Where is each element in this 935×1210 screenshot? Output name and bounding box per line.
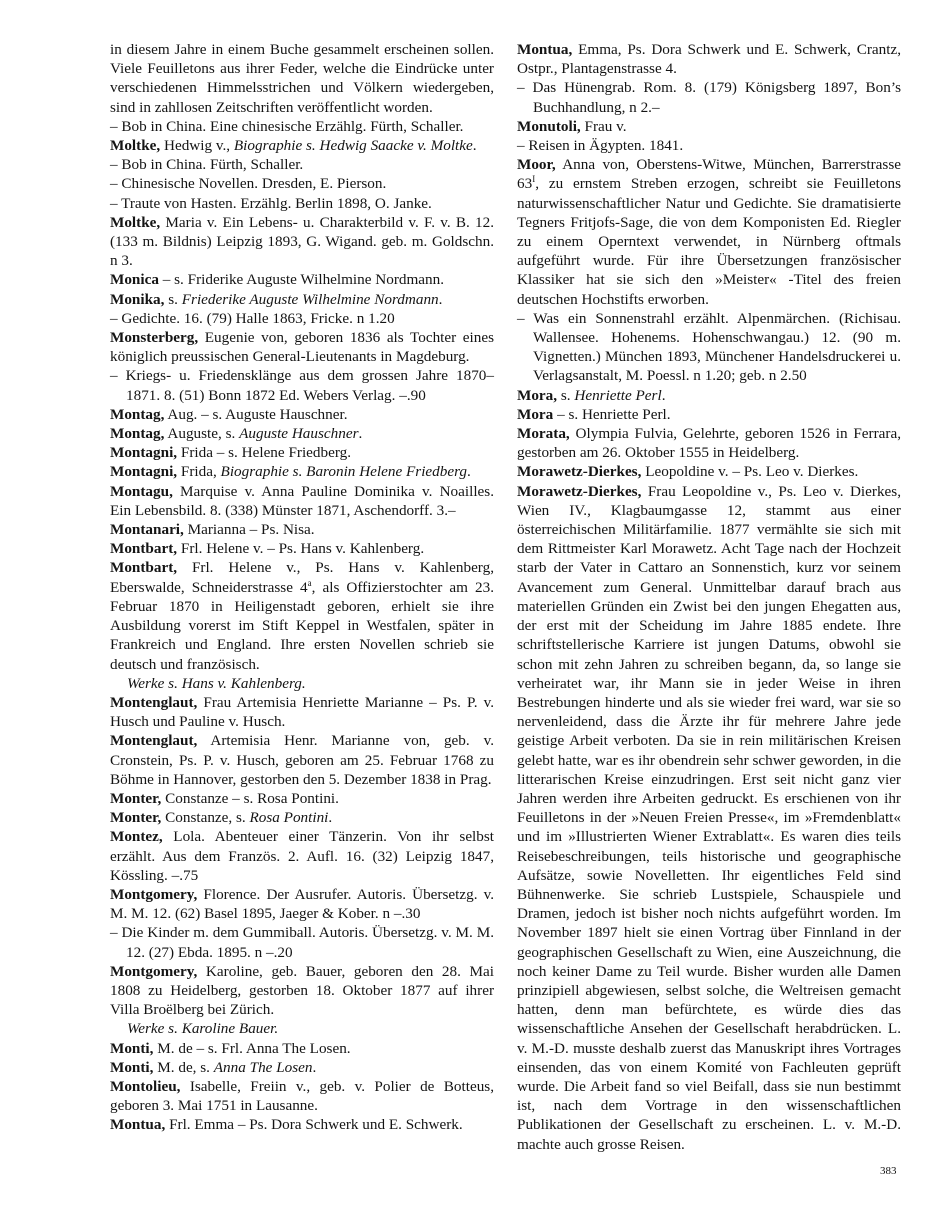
lexicon-entry (110, 40, 494, 117)
lexicon-entry (110, 693, 494, 731)
entry-text: s. (164, 290, 182, 308)
entry-headword: Monica (110, 271, 159, 289)
entry-italic-reference: Friederike Auguste Wilhelmine Nordmann (181, 290, 439, 308)
entry-text: Auguste, s. (164, 425, 240, 443)
entry-headword: Monika, (110, 290, 165, 308)
entry-text-tail: . (312, 1058, 317, 1076)
entry-headword: Montez, (110, 828, 163, 846)
lexicon-entry (110, 827, 494, 885)
entry-headword: Mora (517, 405, 554, 423)
entry-text-tail: . (438, 290, 443, 308)
lexicon-entry (110, 731, 494, 789)
work-listing (517, 309, 901, 386)
entry-headword: Monsterberg, (110, 329, 199, 347)
lexicon-entry (517, 462, 901, 481)
lexicon-entry (110, 808, 494, 827)
entry-text: Marquise v. Anna Pauline Dominika v. Noailles. Ein Lebensbild. 8. (338) Münster 1871, Aschendorff. 3.– (110, 482, 494, 519)
entry-text: Werke s. Karoline Bauer. (127, 1020, 279, 1038)
entry-headword: Monter, (110, 789, 162, 807)
entry-headword: Montgomery, (110, 962, 198, 980)
entry-headword: Montbart, (110, 540, 178, 558)
entry-text: Frida, (177, 463, 221, 481)
entry-text: Hedwig v., (160, 137, 234, 155)
entry-text: – Reisen in Ägypten. 1841. (517, 137, 684, 155)
entry-text: s. (557, 386, 575, 404)
lexicon-entry (110, 1039, 494, 1058)
entry-headword: Monti, (110, 1039, 154, 1057)
lexicon-entry (110, 1115, 494, 1134)
left-column (110, 40, 494, 1135)
entry-text-tail: . (358, 425, 363, 443)
work-listing (110, 174, 494, 193)
right-column (517, 40, 901, 1154)
entry-superscript: I (532, 174, 536, 185)
entry-text: – Kriegs- u. Friedensklänge aus dem grossen Jahre 1870–1871. 8. (51) Bonn 1872 Ed. Webers Verlag. –.90 (110, 367, 494, 404)
entry-italic-reference: Biographie s. Baronin Helene Friedberg (220, 463, 468, 481)
works-reference (110, 1019, 494, 1038)
entry-text: in diesem Jahre in einem Buche gesammelt erscheinen sollen. Viele Feuilletons aus ihrer Feder, welche die Eindrücke unter verschiedenen Himmelsstrichen und Völkern wiedergeben, sind in zahllosen Zeitschriften veröffentlicht worden. (110, 41, 494, 116)
lexicon-entry (110, 558, 494, 673)
works-reference (110, 674, 494, 693)
entry-text: M. de, s. (153, 1058, 214, 1076)
entry-italic-reference: Auguste Hauschner (239, 425, 359, 443)
lexicon-entry (110, 328, 494, 366)
entry-text-tail: . (472, 137, 477, 155)
entry-text: M. de – s. Frl. Anna The Losen. (153, 1039, 351, 1057)
lexicon-entry (110, 962, 494, 1020)
work-listing (517, 136, 901, 155)
entry-italic-reference: Biographie s. Hedwig Saacke v. Moltke (233, 137, 473, 155)
entry-headword: Monti, (110, 1058, 154, 1076)
entry-italic-reference: Anna The Losen (213, 1058, 313, 1076)
lexicon-entry (110, 443, 494, 462)
entry-text: Karoline, geb. Bauer, geboren den 28. Mai 1808 zu Heidelberg, gestorben 18. Oktober 1877 auf ihrer Villa Broëlberg bei Zürich. (110, 962, 494, 1019)
entry-headword: Montanari, (110, 521, 184, 539)
entry-text: – Das Hünengrab. Rom. 8. (179) Königsberg 1897, Bon’s Buchhandlung, n 2.– (517, 79, 901, 116)
entry-headword: Monter, (110, 809, 162, 827)
entry-headword: Montenglaut, (110, 732, 198, 750)
entry-headword: Mora, (517, 386, 558, 404)
lexicon-entry (110, 520, 494, 539)
entry-text: Artemisia Henr. Marianne von, geb. v. Cronstein, Ps. P. v. Husch, geboren am 25. Februar 1768 zu Böhme in Hannover, gestorben den 5. Dezember 1838 in Prag. (110, 732, 494, 788)
work-listing (110, 117, 494, 136)
lexicon-entry (110, 136, 494, 155)
entry-text: Leopoldine v. – Ps. Leo v. Dierkes. (641, 463, 859, 481)
lexicon-entry (110, 290, 494, 309)
entry-text-tail: . (467, 463, 471, 481)
entry-text: – Bob in China. Fürth, Schaller. (110, 156, 304, 174)
entry-headword: Montgomery, (110, 885, 198, 903)
entry-text-tail: , als Offizierstochter am 23. Februar 1870 in Heiligenstadt geboren, erhielt sie ihre Ausbildung vorerst im Stift Keppel in Westfalen, später in Frankreich und England. Ihre ersten Novellen schrieb sie deutsch und französisch. (110, 578, 494, 673)
entry-text: Frl. Helene v., Ps. Hans v. Kahlenberg, Eberswalde, Schneiderstrasse 4 (110, 559, 494, 596)
entry-text: Lola. Abenteuer einer Tänzerin. Von ihr selbst erzählt. Aus dem Französ. 2. Aufl. 16. (32) Leipzig 1847, Kössling. –.75 (110, 828, 494, 884)
entry-headword: Montenglaut, (110, 693, 198, 711)
entry-italic-reference: Henriette Perl (574, 386, 662, 404)
entry-headword: Montua, (517, 41, 573, 58)
entry-text: – Die Kinder m. dem Gummiball. Autoris. Übersetzg. v. M. M. 12. (27) Ebda. 1895. n –.20 (110, 924, 494, 961)
entry-italic-reference: Rosa Pontini (249, 809, 329, 827)
entry-text: Maria v. Ein Lebens- u. Charakterbild v. F. v. B. 12. (133 m. Bildnis) Leipzig 1893, G. Wigand. geb. m. Goldschn. n 3. (110, 213, 494, 270)
entry-text: Constanze – s. Rosa Pontini. (161, 789, 339, 807)
entry-text: – Traute von Hasten. Erzählg. Berlin 1898, O. Janke. (110, 194, 432, 212)
entry-headword: Morata, (517, 425, 570, 443)
entry-text: – Chinesische Novellen. Dresden, E. Pierson. (110, 175, 387, 193)
entry-text: – s. Friderike Auguste Wilhelmine Nordmann. (158, 271, 445, 289)
entry-headword: Montolieu, (110, 1077, 181, 1095)
entry-text: – Gedichte. 16. (79) Halle 1863, Fricke. n 1.20 (110, 309, 395, 327)
work-listing (517, 78, 901, 116)
work-listing (110, 309, 494, 328)
lexicon-entry (110, 789, 494, 808)
lexicon-entry (110, 270, 494, 289)
lexicon-entry (517, 482, 901, 1154)
entry-text: Frl. Helene v. – Ps. Hans v. Kahlenberg. (177, 540, 425, 558)
entry-headword: Montagni, (110, 444, 178, 462)
entry-headword: Monutoli, (517, 117, 581, 135)
entry-text: Werke s. Hans v. Kahlenberg. (127, 674, 306, 692)
entry-headword: Montbart, (110, 559, 178, 577)
entry-text-tail: . (661, 386, 666, 404)
work-listing (110, 155, 494, 174)
entry-text: – Was ein Sonnenstrahl erzählt. Alpenmärchen. (Richisau. Wallensee. Hohenems. Hohenschwangau.) 12. (90 m. Vignetten.) München 1893, Münchener Handelsdruckerei u. Verlagsanstalt, M. Poessl. n 1.20; geb. n 2.50 (517, 309, 901, 385)
lexicon-entry (517, 424, 901, 462)
entry-headword: Montag, (110, 405, 165, 423)
entry-text-tail: . (328, 809, 333, 827)
lexicon-entry (517, 117, 901, 136)
entry-text: Isabelle, Freiin v., geb. v. Polier de Botteus, geboren 3. Mai 1751 in Lausanne. (110, 1077, 494, 1115)
entry-text: – Bob in China. Eine chinesische Erzählg. Fürth, Schaller. (110, 117, 464, 135)
lexicon-entry (110, 539, 494, 558)
work-listing (110, 923, 494, 961)
lexicon-entry (110, 424, 494, 443)
lexicon-entry (110, 1077, 494, 1115)
entry-headword: Morawetz-Dierkes, (517, 482, 642, 500)
entry-headword: Moor, (517, 156, 556, 174)
entry-text: – s. Henriette Perl. (553, 405, 671, 423)
lexicon-entry (110, 482, 494, 520)
lexicon-entry (110, 213, 494, 271)
entry-headword: Moltke, (110, 213, 161, 231)
entry-headword: Morawetz-Dierkes, (517, 463, 642, 481)
entry-headword: Montag, (110, 425, 165, 443)
entry-headword: Montagni, (110, 463, 178, 481)
entry-superscript: a (307, 577, 312, 588)
entry-text: Florence. Der Ausrufer. Autoris. Übersetzg. v. M. M. 12. (62) Basel 1895, Jaeger & Kober. n –.30 (110, 885, 494, 923)
entry-text: Olympia Fulvia, Gelehrte, geboren 1526 in Ferrara, gestorben am 26. Oktober 1555 in Heidelberg. (517, 425, 901, 462)
lexicon-entry (110, 1058, 494, 1077)
entry-text: Frau Leopoldine v., Ps. Leo v. Dierkes, Wien IV., Klagbaumgasse 12, stammt aus einer österreichischen Militärfamilie. 1877 vermählte sie sich mit dem Rittmeister Karl Morawetz. Acht Tage nach der Hochzeit starb der Vater in Cattaro an Sonnenstich, kurz vor seinem Avancement zum General. Unmittelbar darauf brach aus materiellen Gründen ein Zwist bei den jungen Ehegatten aus, der erst mit der Scheidung im Jahre 1885 endete. Ihre schriftstellerische Karriere ist jungen Datums, obwohl sie schon mit zehn Jahren zu schreiben begann, da, so lange sie verheiratet war, ihr Mann sie in jeder Weise in ihren Bestrebungen hinderte und als sie wieder frei ward, war sie so nervenleidend, dass die Ärzte ihr für mehrere Jahre jede geistige Arbeit verboten. Da sie in rein militärischen Kreisen gelebt hatte, war es ihr obendrein sehr schwer geworden, in die litterarischen Kreise einzudringen. Erst seit nicht ganz vier Jahren werden ihre Arbeiten gedruckt. Es erschienen von ihr Feuilletons in der »Neuen Freien Presse«, im »Fremdenblatt« und im »Illustrierten Wiener Extrablatt«. Es waren dies teils Reisebeschreibungen, teils historische und geographische Aufsätze, sowie Novelletten. Ihr eigentliches Feld sind Bühnenwerke. Sie schrieb Lustspiele, Schauspiele und Dramen, jedoch ist bisher noch nichts aufgeführt worden. Im November 1897 hielt sie einen Vortrag über Finnland in der geographischen Gesellschaft zu Wien, eine Auszeichnung, die noch keiner Dame zu Teil wurde. Bisher wurden alle Damen prinzipiell abgewiesen, selbst solche, die Weltreisen gemacht hatten, denn man befürchtete, es würde dies das wissenschaftliche Ansehen der Gesellschaft herabdrücken. L. v. M.-D. musste deshalb zuerst das Manuskript ihres Vortrages einsenden, das von einem Komité von Fachleuten geprüft wurde. Die Arbeit fand so viel Beifall, dass sie nun bestimmt ist, nach dem Vortrage in den wissenschaftlichen Publikationen der Gesellschaft zu erscheinen. L. v. M.-D. machte auch grosse Reisen. (517, 482, 901, 1153)
entry-text-tail: , zu ernstem Streben erzogen, schreibt sie Feuilletons naturwissenschaftlicher Natur und Gedichte. Sie dramatisierte Tegners Fritjofs-Sage, die von dem Komponisten Ed. Riegler zu einem Operntext verwendet, in Nürnberg oftmals aufgeführt wurde. Für ihre Übersetzungen französischer Klassiker hat sie sich den »Meister« -Titel des freien deutschen Hochstifts erworben. (517, 175, 901, 308)
entry-text: Frl. Emma – Ps. Dora Schwerk und E. Schwerk. (165, 1116, 463, 1134)
entry-text: Marianna – Ps. Nisa. (183, 521, 315, 539)
entry-text: Eugenie von, geboren 1836 als Tochter eines königlich preussischen General-Lieutenants in Magdeburg. (110, 329, 494, 366)
entry-text: Frida – s. Helene Friedberg. (177, 444, 352, 462)
entry-text: Aug. – s. Auguste Hauschner. (164, 405, 348, 423)
entry-headword: Montagu, (110, 482, 173, 500)
lexicon-entry (110, 885, 494, 923)
entry-text: Frau v. (580, 117, 627, 135)
entry-text: Anna von, Oberstens-Witwe, München, Barrerstrasse 63 (517, 156, 901, 193)
lexicon-entry (517, 405, 901, 424)
lexicon-entry (110, 462, 494, 481)
entry-text: Emma, Ps. Dora Schwerk und E. Schwerk, Crantz, Ostpr., Plantagenstrasse 4. (517, 41, 901, 78)
lexicon-entry (517, 155, 901, 309)
lexicon-entry (517, 40, 901, 78)
entry-headword: Moltke, (110, 137, 161, 155)
entry-headword: Montua, (110, 1116, 166, 1134)
entry-text: Constanze, s. (161, 809, 250, 827)
work-listing (110, 366, 494, 404)
lexicon-entry (517, 386, 901, 405)
page-number: 383 (880, 1165, 897, 1177)
work-listing (110, 194, 494, 213)
entry-text: Frau Artemisia Henriette Marianne – Ps. P. v. Husch und Pauline v. Husch. (110, 693, 494, 731)
lexicon-entry (110, 405, 494, 424)
